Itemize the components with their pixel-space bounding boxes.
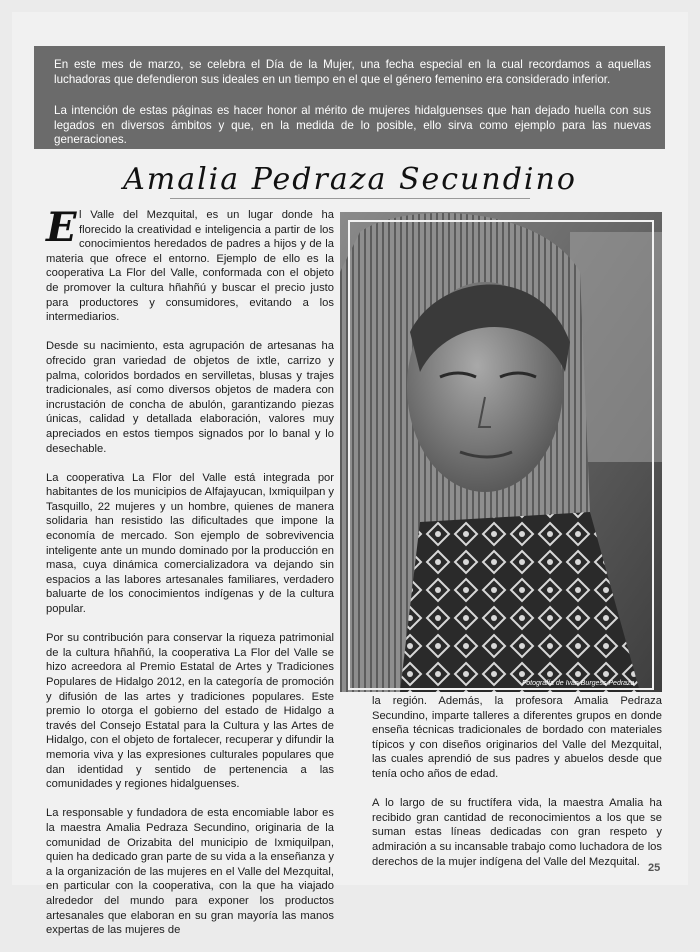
page-number: 25 bbox=[648, 862, 661, 874]
portrait-photo bbox=[340, 212, 662, 692]
article-title: Amalia Pedraza Secundino bbox=[123, 162, 577, 197]
intro-box bbox=[34, 46, 665, 149]
article-column-right bbox=[372, 694, 662, 884]
article-paragraph-5: La responsable y fundadora de esta encomiable labor es la maestra Amalia Pedraza Secundino, originaria de la comunidad de Orizabita del municipio de Ixmiquilpan, quien ha dedicado gran parte de su vida a la enseñanza y a la organización de las mujeres en el Valle del Mezquital, en particular con la cooperativa, con la que ha viajado alrededor del mundo para exponer los productos artesanales que elaboran en su gran mayoría las manos expertas de las mujeres de bbox=[46, 807, 334, 937]
title-underline bbox=[170, 198, 530, 199]
article-paragraph-4: Por su contribución para conservar la riqueza patrimonial de la cultura hñahñú, la cooperativa La Flor del Valle se hizo acreedora al Premio Estatal de Artes y Tradiciones Populares de Hidalgo 2012, en la categoría de promoción y difusión de las artes y tradiciones populares. Este premio lo otorga el gobierno del estado de Hidalgo a través del Consejo Estatal para la Cultura y las Artes de Hidalgo, con el objeto de fortalecer, recuperar y difundir la memoria viva y las expresiones culturales populares que dan identidad y sentido de pertenencia a las comunidades y regiones hidalguenses. bbox=[46, 632, 334, 791]
article-paragraph-1-text: l Valle del Mezquital, es un lugar donde ha florecido la creatividad e inteligencia a partir de los conocimientos heredados de padres a hijos y de la materia que ofrece el entorno. Ejemplo de ello es la cooperativa La Flor del Valle, conformada con el objeto de promover la cultura hñahñú y buscar el precio justo para productores y consumidores, evitando a los intermediarios. bbox=[46, 209, 334, 324]
photo-inner-border bbox=[348, 220, 654, 690]
photo-credit: Fotografía de Iván Burgess Pedraza bbox=[522, 680, 635, 687]
drop-cap: E bbox=[46, 204, 77, 251]
article-paragraph-1 bbox=[46, 204, 334, 325]
article-paragraph-3: La cooperativa La Flor del Valle está integrada por habitantes de los municipios de Alfajayucan, Ixmiquilpan y Tasquillo, 22 mujeres y un hombre, quienes de manera solidaria han resistido las dificultades que impone la economía de mercado. Son ejemplo de sobrevivencia inteligente ante un mundo dominado por la producción en masa, cuya dinámica comercializadora va dejando sin espacios a las labores artesanales familiares, verdadero baluarte de los conocimientos indígenas y de la cultura popular. bbox=[46, 471, 334, 616]
article-paragraph-2: Desde su nacimiento, esta agrupación de artesanas ha ofrecido gran variedad de objetos de ixtle, carrizo y palma, coloridos bordados en servilletas, blusas y trajes tradicionales, así como diversos objetos de madera con incrustación de concha de abulón, garantizando piezas únicas, calidad y detallada elaboración, valores muy apreciados en estos tiempos signados por lo banal y lo desechable. bbox=[46, 340, 334, 455]
intro-paragraph-1: En este mes de marzo, se celebra el Día de la Mujer, una fecha especial en la cual recordamos a aquellas luchadoras que defendieron sus ideales en un tiempo en el que el género femenino era considerado inferior. bbox=[54, 58, 651, 86]
intro-paragraph-2: La intención de estas páginas es hacer honor al mérito de mujeres hidalguenses que han dejado huella con sus legados en diversos ámbitos y que, en la medida de lo posible, ello sirva como ejemplo para las nuevas generaciones. bbox=[54, 104, 651, 147]
article-column-left bbox=[46, 204, 334, 952]
article-paragraph-5-continued: la región. Además, la profesora Amalia Pedraza Secundino, imparte talleres a diferentes grupos en donde enseña técnicas tradicionales de bordado con materiales típicos y con diseños originarios del Valle del Mezquital, las cuales aprendió de sus padres y abuelos desde que tenía ocho años de edad. bbox=[372, 695, 662, 780]
article-paragraph-6: A lo largo de su fructífera vida, la maestra Amalia ha recibido gran cantidad de reconocimientos a los que se suman estas líneas dedicadas con gran respeto y admiración a su incansable trabajo como luchadora de los derechos de la mujer indígena del Valle del Mezquital. bbox=[372, 797, 662, 868]
